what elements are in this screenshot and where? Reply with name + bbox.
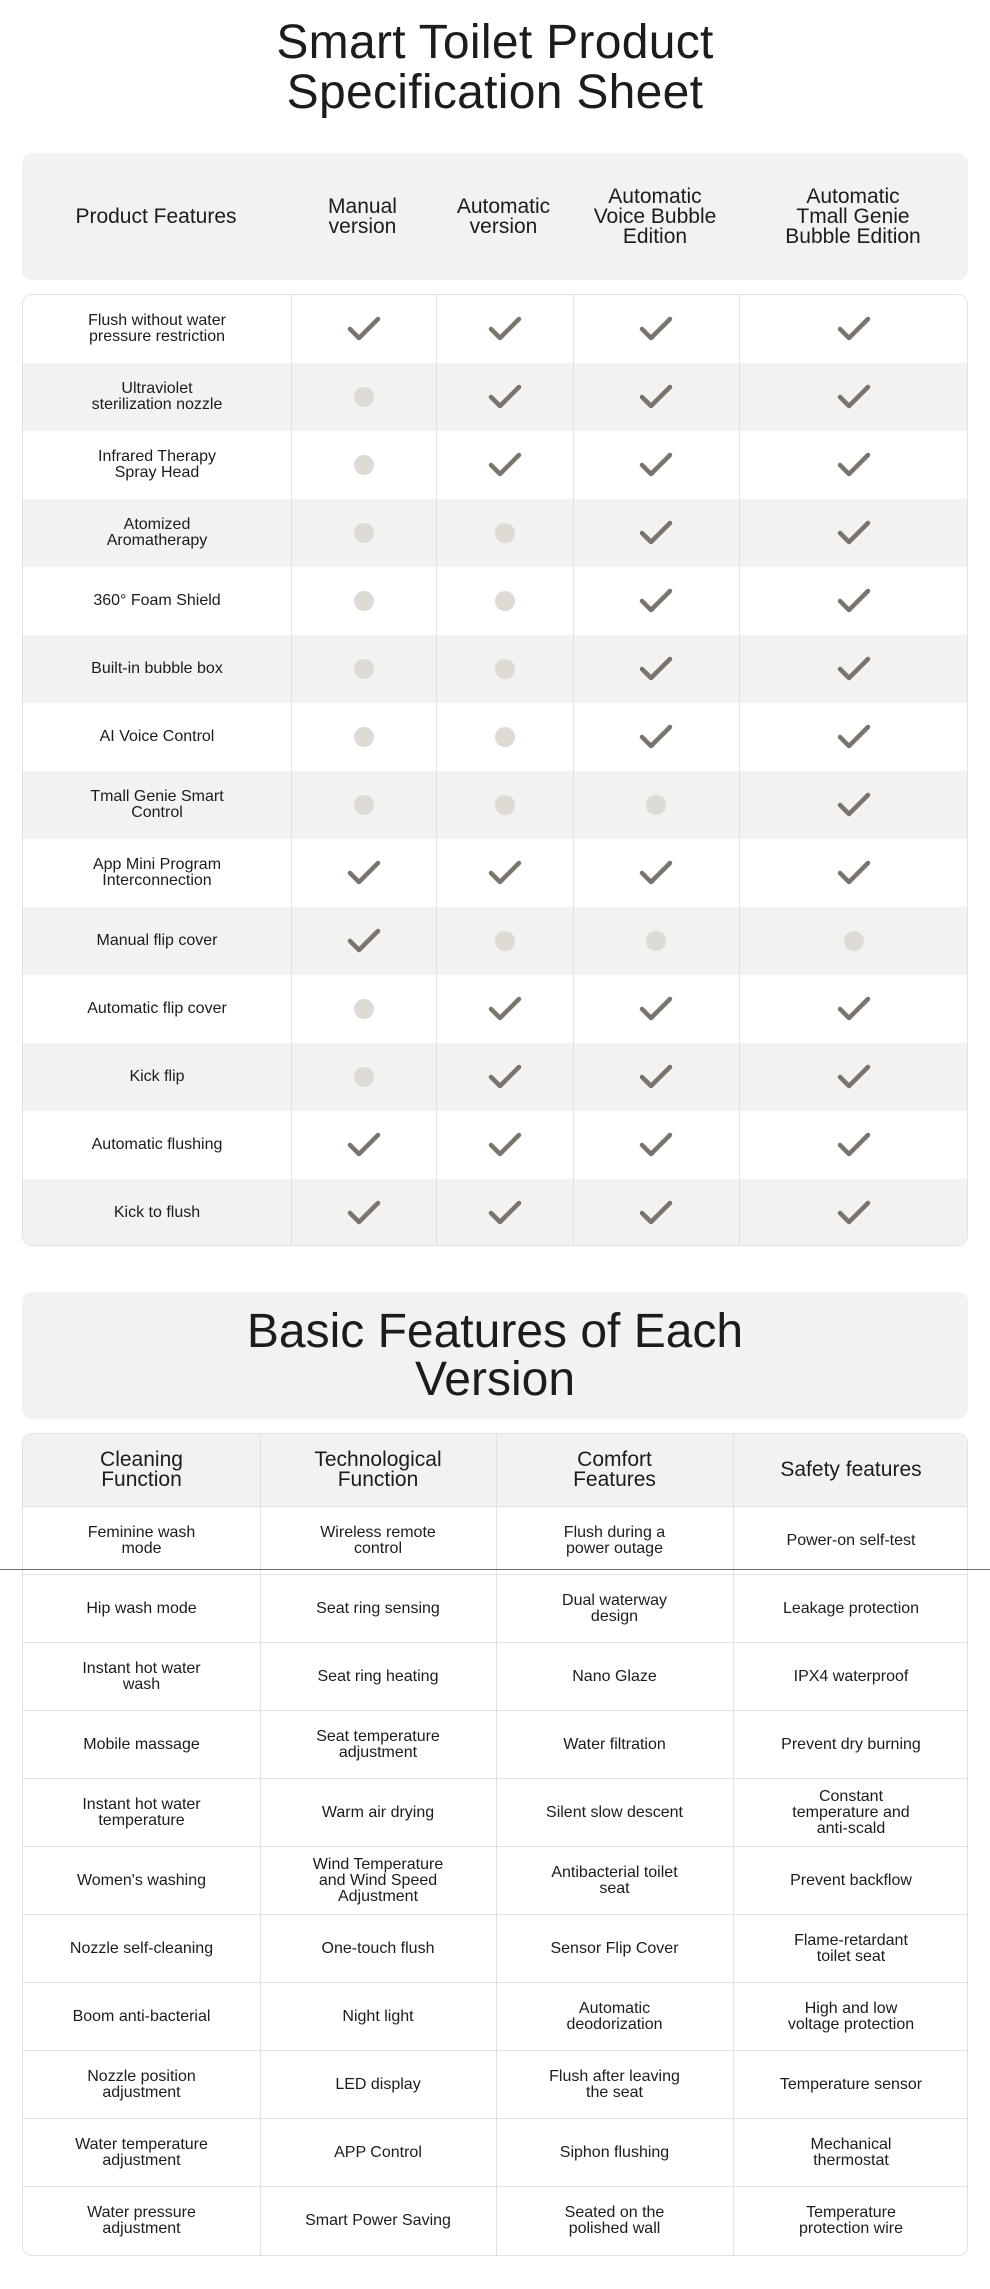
dot-icon <box>495 591 515 611</box>
table-cell: Temperature sensor <box>779 2076 923 2093</box>
availability-cell <box>739 1043 968 1111</box>
spec-header-automatic-voice-bubble-edition: Automatic Voice Bubble Edition <box>593 184 717 248</box>
check-icon <box>487 1063 523 1091</box>
check-icon <box>346 1199 382 1227</box>
table-row <box>23 295 968 363</box>
dot-icon <box>354 455 374 475</box>
table-cell: Feminine wash mode <box>87 1524 196 1557</box>
table-row <box>23 363 968 431</box>
availability-cell <box>739 567 968 635</box>
table-cell: High and low voltage protection <box>787 2000 915 2033</box>
table-cell: Silent slow descent <box>546 1804 683 1821</box>
availability-cell <box>436 975 573 1043</box>
divider-line <box>0 1569 990 1570</box>
table-cell: Leakage protection <box>782 1600 920 1617</box>
check-icon <box>346 315 382 343</box>
feature-label: 360° Foam Shield <box>93 592 221 609</box>
check-icon <box>638 519 674 547</box>
feature-label: Automatic flip cover <box>87 1000 227 1017</box>
availability-cell <box>573 567 739 635</box>
availability-cell <box>436 431 573 499</box>
check-icon <box>346 927 382 955</box>
availability-cell <box>573 635 739 703</box>
availability-cell <box>291 703 436 771</box>
dot-icon <box>844 931 864 951</box>
table-cell: Boom anti-bacterial <box>72 2008 211 2025</box>
column-divider <box>436 295 437 1246</box>
check-icon <box>638 655 674 683</box>
table-cell: Water filtration <box>563 1736 666 1753</box>
table-cell: Hip wash mode <box>86 1600 197 1617</box>
feature-label: Atomized Aromatherapy <box>106 516 208 549</box>
basic-header-safety-features: Safety features <box>780 1458 922 1481</box>
column-divider <box>573 295 574 1246</box>
table-cell: Wind Temperature and Wind Speed Adjustment <box>312 1856 444 1905</box>
availability-cell <box>739 975 968 1043</box>
table-cell: Dual waterway design <box>562 1592 667 1625</box>
check-icon <box>487 1199 523 1227</box>
availability-cell <box>436 499 573 567</box>
availability-cell <box>436 771 573 839</box>
availability-cell <box>436 363 573 431</box>
availability-cell <box>573 1179 739 1246</box>
check-icon <box>836 315 872 343</box>
table-cell: Water pressure adjustment <box>87 2204 196 2237</box>
availability-cell <box>739 839 968 907</box>
dot-icon <box>354 659 374 679</box>
availability-cell <box>739 363 968 431</box>
table-cell: Mechanical thermostat <box>810 2136 892 2169</box>
table-row <box>23 975 968 1043</box>
availability-cell <box>436 295 573 363</box>
dot-icon <box>354 523 374 543</box>
availability-cell <box>573 907 739 975</box>
check-icon <box>638 587 674 615</box>
table-cell: Sensor Flip Cover <box>550 1940 679 1957</box>
check-icon <box>836 451 872 479</box>
table-cell: Siphon flushing <box>559 2144 670 2161</box>
check-icon <box>638 315 674 343</box>
column-divider <box>291 295 292 1246</box>
table-cell: LED display <box>335 2076 421 2093</box>
availability-cell <box>436 703 573 771</box>
table-cell: Nano Glaze <box>572 1668 657 1685</box>
table-row <box>23 567 968 635</box>
availability-cell <box>739 295 968 363</box>
feature-label: AI Voice Control <box>99 728 215 745</box>
dot-icon <box>646 931 666 951</box>
availability-cell <box>291 839 436 907</box>
availability-cell <box>291 771 436 839</box>
table-cell: Nozzle position adjustment <box>87 2068 196 2101</box>
availability-cell <box>291 635 436 703</box>
spec-header-panel <box>22 153 968 280</box>
feature-label: Kick to flush <box>113 1204 201 1221</box>
availability-cell <box>291 975 436 1043</box>
availability-cell <box>739 635 968 703</box>
spec-table <box>22 294 968 1246</box>
table-row <box>23 635 968 703</box>
table-cell: Seat ring sensing <box>316 1600 440 1617</box>
dot-icon <box>354 795 374 815</box>
availability-cell <box>436 635 573 703</box>
feature-label: Infrared Therapy Spray Head <box>98 448 216 481</box>
availability-cell <box>573 499 739 567</box>
feature-label: App Mini Program Interconnection <box>92 856 222 889</box>
table-row <box>23 1179 968 1246</box>
table-cell: Seated on the polished wall <box>564 2204 665 2237</box>
table-row <box>23 907 968 975</box>
check-icon <box>836 587 872 615</box>
availability-cell <box>739 1111 968 1179</box>
feature-label: Tmall Genie Smart Control <box>90 788 224 821</box>
availability-cell <box>739 1179 968 1246</box>
availability-cell <box>291 907 436 975</box>
check-icon <box>638 383 674 411</box>
table-cell: One-touch flush <box>321 1940 435 1957</box>
check-icon <box>487 1131 523 1159</box>
availability-cell <box>291 567 436 635</box>
table-cell: Night light <box>342 2008 414 2025</box>
check-icon <box>638 995 674 1023</box>
check-icon <box>836 723 872 751</box>
column-divider <box>260 1434 261 2256</box>
table-cell: Women's washing <box>76 1872 207 1889</box>
feature-label: Built-in bubble box <box>91 660 223 677</box>
availability-cell <box>573 703 739 771</box>
table-cell: Constant temperature and anti-scald <box>792 1788 910 1837</box>
table-cell: IPX4 waterproof <box>793 1668 909 1685</box>
table-cell: Instant hot water wash <box>82 1660 201 1693</box>
check-icon <box>836 519 872 547</box>
feature-label: Kick flip <box>129 1068 185 1085</box>
check-icon <box>487 859 523 887</box>
dot-icon <box>495 523 515 543</box>
basic-features-title: Basic Features of Each Version <box>22 1292 968 1419</box>
availability-cell <box>739 907 968 975</box>
table-cell: Instant hot water temperature <box>82 1796 201 1829</box>
dot-icon <box>354 999 374 1019</box>
availability-cell <box>291 1179 436 1246</box>
dot-icon <box>495 931 515 951</box>
table-row <box>23 1111 968 1179</box>
availability-cell <box>436 1179 573 1246</box>
check-icon <box>487 995 523 1023</box>
table-row <box>23 771 968 839</box>
check-icon <box>836 995 872 1023</box>
availability-cell <box>573 975 739 1043</box>
table-cell: Antibacterial toilet seat <box>551 1864 678 1897</box>
availability-cell <box>739 703 968 771</box>
feature-label: Flush without water pressure restriction <box>88 312 226 345</box>
dot-icon <box>354 1067 374 1087</box>
table-row <box>23 1043 968 1111</box>
check-icon <box>346 1131 382 1159</box>
availability-cell <box>291 363 436 431</box>
table-cell: Nozzle self-cleaning <box>69 1940 214 1957</box>
spec-header-automatic-tmall-genie-bubble-edition: Automatic Tmall Genie Bubble Edition <box>785 184 921 248</box>
table-row <box>23 839 968 907</box>
table-row <box>23 431 968 499</box>
check-icon <box>836 1131 872 1159</box>
check-icon <box>836 791 872 819</box>
availability-cell <box>573 295 739 363</box>
check-icon <box>487 315 523 343</box>
dot-icon <box>646 795 666 815</box>
availability-cell <box>573 1111 739 1179</box>
check-icon <box>638 859 674 887</box>
table-cell: Seat ring heating <box>317 1668 439 1685</box>
dot-icon <box>354 727 374 747</box>
availability-cell <box>573 431 739 499</box>
check-icon <box>346 859 382 887</box>
availability-cell <box>291 295 436 363</box>
table-cell: Automatic deodorization <box>566 2000 663 2033</box>
check-icon <box>638 723 674 751</box>
check-icon <box>487 451 523 479</box>
availability-cell <box>739 771 968 839</box>
availability-cell <box>291 499 436 567</box>
table-cell: Mobile massage <box>83 1736 200 1753</box>
availability-cell <box>436 1111 573 1179</box>
spec-header-product-features: Product Features <box>75 204 237 228</box>
table-row <box>23 703 968 771</box>
check-icon <box>836 1063 872 1091</box>
availability-cell <box>573 363 739 431</box>
availability-cell <box>739 431 968 499</box>
availability-cell <box>573 771 739 839</box>
column-divider <box>496 1434 497 2256</box>
availability-cell <box>436 839 573 907</box>
feature-label: Automatic flushing <box>91 1136 223 1153</box>
availability-cell <box>573 1043 739 1111</box>
check-icon <box>638 1063 674 1091</box>
dot-icon <box>354 591 374 611</box>
basic-header-cleaning-function: Cleaning Function <box>100 1448 183 1491</box>
table-cell: Seat temperature adjustment <box>316 1728 440 1761</box>
dot-icon <box>354 387 374 407</box>
availability-cell <box>436 1043 573 1111</box>
table-cell: APP Control <box>334 2144 422 2161</box>
spec-header-manual-version: Manual version <box>328 194 397 238</box>
table-cell: Prevent backflow <box>790 1872 912 1889</box>
availability-cell <box>291 1043 436 1111</box>
table-cell: Temperature protection wire <box>798 2204 904 2237</box>
availability-cell <box>291 431 436 499</box>
check-icon <box>836 859 872 887</box>
dot-icon <box>495 659 515 679</box>
basic-header-comfort-features: Comfort Features <box>573 1448 656 1491</box>
page-title: Smart Toilet Product Specification Sheet <box>276 16 714 119</box>
check-icon <box>638 1199 674 1227</box>
availability-cell <box>573 839 739 907</box>
basic-features-table <box>22 1433 968 2256</box>
table-row <box>23 499 968 567</box>
table-cell: Water temperature adjustment <box>75 2136 208 2169</box>
table-cell: Wireless remote control <box>320 1524 436 1557</box>
check-icon <box>638 451 674 479</box>
dot-icon <box>495 727 515 747</box>
table-cell: Prevent dry burning <box>781 1736 921 1753</box>
check-icon <box>638 1131 674 1159</box>
feature-label: Manual flip cover <box>96 932 218 949</box>
feature-label: Ultraviolet sterilization nozzle <box>91 380 223 413</box>
table-cell: Flush after leaving the seat <box>549 2068 680 2101</box>
availability-cell <box>291 1111 436 1179</box>
table-cell: Power-on self-test <box>786 1532 916 1549</box>
spec-header-automatic-version: Automatic version <box>456 194 551 238</box>
table-cell: Warm air drying <box>321 1804 435 1821</box>
check-icon <box>836 1199 872 1227</box>
availability-cell <box>436 907 573 975</box>
availability-cell <box>436 567 573 635</box>
availability-cell <box>739 499 968 567</box>
check-icon <box>836 655 872 683</box>
table-cell: Flame-retardant toilet seat <box>794 1932 908 1965</box>
check-icon <box>487 383 523 411</box>
table-cell: Flush during a power outage <box>563 1524 666 1557</box>
column-divider <box>739 295 740 1246</box>
table-cell: Smart Power Saving <box>305 2212 451 2229</box>
check-icon <box>836 383 872 411</box>
column-divider <box>733 1434 734 2256</box>
basic-header-technological-function: Technological Function <box>314 1448 442 1491</box>
dot-icon <box>495 795 515 815</box>
